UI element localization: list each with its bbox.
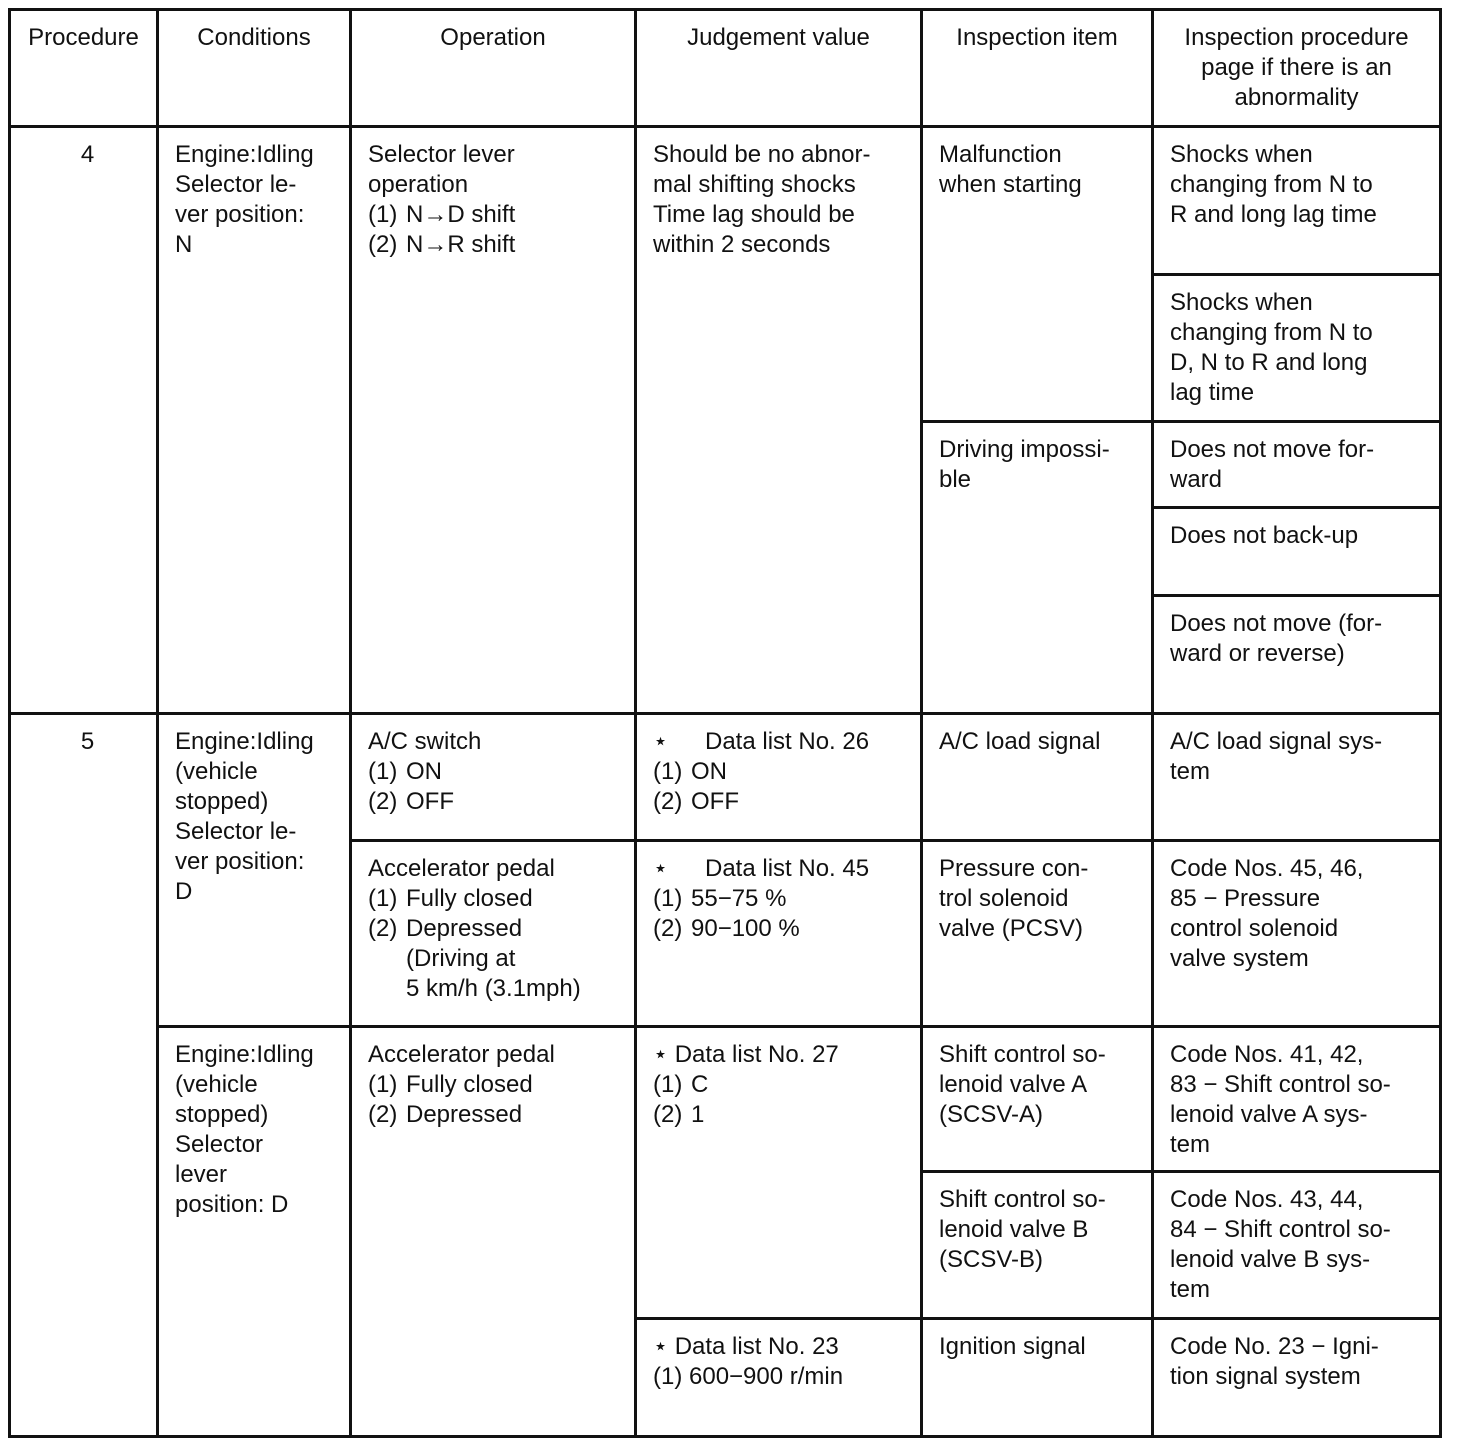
pcsv-judgement [636, 841, 922, 1027]
text-line: Engine:Idling [175, 1041, 314, 1068]
step-text: Depressed [406, 1101, 523, 1128]
proc4-item-driving [922, 422, 1153, 714]
text-line: when starting [939, 171, 1082, 198]
header-row [10, 10, 1441, 127]
text-line: (vehicle [175, 758, 258, 785]
text-line: valve system [1170, 945, 1309, 972]
procedure-number-4: 4 [10, 127, 158, 714]
step-text: ON [691, 758, 727, 785]
text-line: Selector le- [175, 818, 297, 845]
inspection-procedure-table [8, 8, 1442, 1438]
step-number: (2) [653, 915, 683, 942]
text-line: tem [1170, 1131, 1211, 1158]
text-line: mal shifting shocks [653, 171, 856, 198]
scsv-judgement [636, 1027, 922, 1319]
step-text: Fully closed [406, 885, 533, 912]
scsv-a-item [922, 1027, 1153, 1172]
header-operation: Operation [351, 10, 636, 127]
text-line: A/C switch [368, 728, 482, 755]
table-row [10, 127, 1441, 275]
text-line: stopped) [175, 1101, 269, 1128]
step-text: 1 [691, 1101, 705, 1128]
text-line: changing from N to [1170, 171, 1373, 198]
text-line: stopped) [175, 788, 269, 815]
text-line: Does not move for- [1170, 436, 1375, 463]
operation-step [368, 884, 533, 914]
text-line: 5 km/h (3.1mph) [406, 975, 581, 1002]
operation-step [368, 757, 442, 787]
proc4-page-2 [1153, 275, 1441, 422]
text-line: lag time [1170, 379, 1255, 406]
judgement-step [653, 914, 800, 944]
proc5-conditions-a [158, 714, 351, 1027]
text-line: ver position: [175, 848, 305, 875]
header-inspection-item: Inspection item [922, 10, 1153, 127]
step-text: N→D shift [406, 201, 516, 228]
text-line: A/C load signal sys- [1170, 728, 1383, 755]
text-line: tion signal system [1170, 1363, 1361, 1390]
text-line: tem [1170, 1276, 1211, 1303]
text-line: 83 − Shift control so- [1170, 1071, 1391, 1098]
header-inspection-page [1153, 10, 1441, 127]
proc4-page-4 [1153, 508, 1441, 596]
text-line: Should be no abnor- [653, 141, 871, 168]
text-line: Time lag should be [653, 201, 855, 228]
text-line: Shift control so- [939, 1041, 1106, 1068]
ac-page [1153, 714, 1441, 841]
text-line: (vehicle [175, 1071, 258, 1098]
data-list-ref [653, 727, 869, 757]
step-number: (2) [653, 1101, 683, 1128]
data-list-label: Data list No. 26 [705, 728, 870, 755]
text-line: Selector [175, 1131, 264, 1158]
text-line: changing from N to [1170, 319, 1373, 346]
step-number: (2) [368, 231, 398, 258]
text-line: Pressure con- [939, 855, 1089, 882]
step-number: (1) [653, 758, 683, 785]
step-text: Fully closed [406, 1071, 533, 1098]
step-text: OFF [406, 788, 454, 815]
text-line: ver position: [175, 201, 305, 228]
text-line: lenoid valve B [939, 1216, 1089, 1243]
text-line: Code Nos. 45, 46, [1170, 855, 1364, 882]
step-text: 90−100 % [691, 915, 800, 942]
ign-judgement [636, 1319, 922, 1437]
text-line: Engine:Idling [175, 141, 314, 168]
text-line: N [175, 231, 193, 258]
text-line: Malfunction [939, 141, 1062, 168]
text-line: ble [939, 466, 972, 493]
text-line: D, N to R and long [1170, 349, 1368, 376]
proc4-item-malfunction [922, 127, 1153, 422]
step-number: (1) [653, 1071, 683, 1098]
header-procedure: Procedure [10, 10, 158, 127]
proc5-conditions-b [158, 1027, 351, 1437]
step-number: (1) [653, 885, 683, 912]
pcsv-item [922, 841, 1153, 1027]
operation-step [368, 230, 515, 260]
text-line: lenoid valve A [939, 1071, 1088, 1098]
step-number: (1) [368, 1071, 398, 1098]
text-line: Selector lever [368, 141, 515, 168]
step-text [406, 914, 581, 1004]
proc4-conditions [158, 127, 351, 714]
data-list-label: ⋆ Data list No. 27 [653, 1041, 839, 1068]
header-conditions: Conditions [158, 10, 351, 127]
text-line: 85 − Pressure [1170, 885, 1321, 912]
header-judgement-value: Judgement value [636, 10, 922, 127]
step-number: (1) [368, 885, 398, 912]
text-line: lenoid valve A sys- [1170, 1101, 1368, 1128]
step-text: OFF [691, 788, 739, 815]
text-line: (SCSV-B) [939, 1246, 1044, 1273]
text-line: Selector le- [175, 171, 297, 198]
judgement-step [653, 787, 739, 817]
judgement-step [653, 1070, 708, 1100]
text-line: Shocks when [1170, 141, 1313, 168]
ign-page [1153, 1319, 1441, 1437]
text-line: lever [175, 1161, 228, 1188]
ign-item [922, 1319, 1153, 1437]
judgement-step [653, 1100, 704, 1130]
operation-step [368, 787, 454, 817]
proc4-page-5 [1153, 596, 1441, 714]
judgement-step [653, 884, 786, 914]
step-number: (1) [368, 201, 398, 228]
text-line: (SCSV-A) [939, 1101, 1044, 1128]
text-line: Does not back-up [1170, 522, 1359, 549]
text-line: Code No. 23 − Igni- [1170, 1333, 1379, 1360]
operation-step [368, 200, 515, 230]
procedure-number-5: 5 [10, 714, 158, 1437]
proc4-page-1 [1153, 127, 1441, 275]
star-icon: ⋆ [653, 728, 669, 755]
step-number: (2) [653, 788, 683, 815]
text-line: Accelerator pedal [368, 855, 555, 882]
step-number: (2) [368, 788, 398, 815]
proc4-operation [351, 127, 636, 714]
text-line: tem [1170, 758, 1211, 785]
text-line: Does not move (for- [1170, 610, 1383, 637]
text-line: within 2 seconds [653, 231, 831, 258]
ac-operation [351, 714, 636, 841]
step-number: (2) [368, 915, 398, 942]
text-line: 84 − Shift control so- [1170, 1216, 1391, 1243]
text-line: Accelerator pedal [368, 1041, 555, 1068]
text-line: Engine:Idling [175, 728, 314, 755]
text-line: (Driving at [406, 945, 516, 972]
table-row [10, 1027, 1441, 1172]
text-line: Ignition signal [939, 1333, 1086, 1360]
pcsv-operation [351, 841, 636, 1027]
scsv-b-page [1153, 1172, 1441, 1319]
text-line: control solenoid [1170, 915, 1339, 942]
text-line: (1) 600−900 r/min [653, 1363, 844, 1390]
proc4-page-3 [1153, 422, 1441, 508]
text-line: A/C load signal [939, 728, 1101, 755]
header-page-line: page if there is an [1201, 54, 1392, 81]
pcsv-page [1153, 841, 1441, 1027]
text-line: Code Nos. 43, 44, [1170, 1186, 1364, 1213]
step-text: ON [406, 758, 442, 785]
table-row [10, 714, 1441, 841]
scsv-b-item [922, 1172, 1153, 1319]
text-line: ward or reverse) [1170, 640, 1345, 667]
text-line: Depressed [406, 915, 523, 942]
step-text: N→R shift [406, 231, 516, 258]
step-number: (1) [368, 758, 398, 785]
text-line: Code Nos. 41, 42, [1170, 1041, 1364, 1068]
step-text: C [691, 1071, 709, 1098]
text-line: Shift control so- [939, 1186, 1106, 1213]
header-page-line: abnormality [1234, 84, 1359, 111]
text-line: operation [368, 171, 469, 198]
scsv-a-page [1153, 1027, 1441, 1172]
header-page-line: Inspection procedure [1184, 24, 1409, 51]
text-line: R and long lag time [1170, 201, 1377, 228]
scsv-operation [351, 1027, 636, 1437]
data-list-label: Data list No. 45 [705, 855, 870, 882]
operation-step [368, 1100, 522, 1130]
text-line: trol solenoid [939, 885, 1069, 912]
text-line: Driving impossi- [939, 436, 1110, 463]
text-line: lenoid valve B sys- [1170, 1246, 1371, 1273]
operation-step [368, 1070, 533, 1100]
text-line: ward [1170, 466, 1223, 493]
star-icon: ⋆ [653, 855, 669, 882]
ac-item [922, 714, 1153, 841]
data-list-label: ⋆ Data list No. 23 [653, 1333, 839, 1360]
text-line: Shocks when [1170, 289, 1313, 316]
text-line: D [175, 878, 193, 905]
step-text: 55−75 % [691, 885, 787, 912]
data-list-ref [653, 854, 869, 884]
ac-judgement [636, 714, 922, 841]
operation-step [368, 914, 581, 1004]
judgement-step [653, 757, 727, 787]
step-number: (2) [368, 1101, 398, 1128]
text-line: valve (PCSV) [939, 915, 1084, 942]
text-line: position: D [175, 1191, 289, 1218]
proc4-judgement [636, 127, 922, 714]
